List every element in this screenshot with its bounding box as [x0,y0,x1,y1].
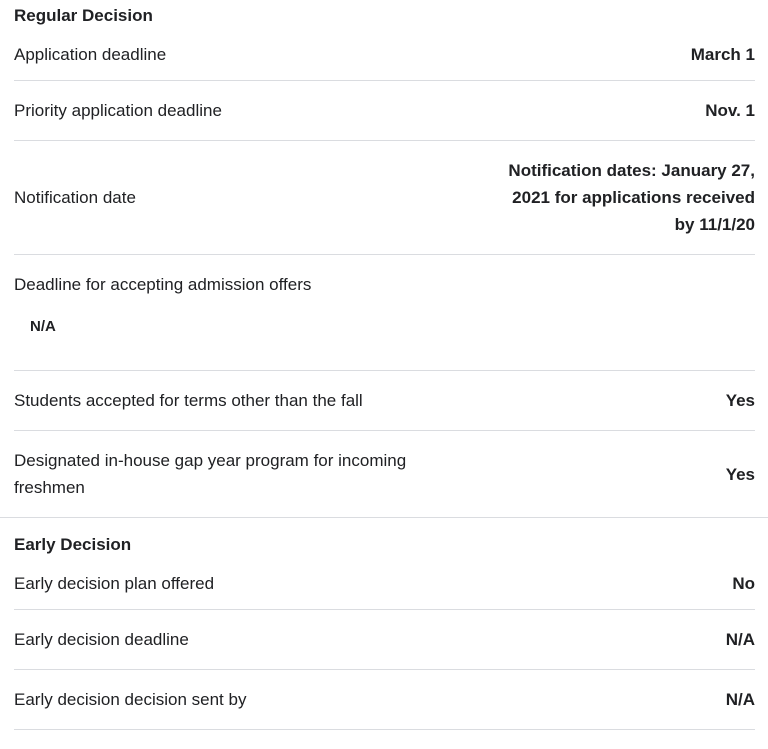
row-application-deadline [14,28,755,81]
label-early-deadline: Early decision deadline [14,630,189,649]
label-notification-date: Notification date [14,188,136,207]
row-terms-other-than-fall [14,371,755,431]
label-gap-year-line-2: freshmen [14,478,85,497]
value-early-deadline: N/A [725,630,755,649]
row-early-decision-sent [14,670,755,730]
value-gap-year-program: Yes [725,464,755,484]
label-early-decision-sent: Early decision decision sent by [14,690,247,709]
section-title-early: Early Decision [14,535,132,554]
label-priority-deadline: Priority application deadline [14,101,222,120]
label-gap-year-program [14,447,406,501]
row-early-plan-offered [14,557,755,610]
row-gap-year-program [14,431,755,517]
row-notification-date [14,141,755,255]
row-priority-deadline [14,81,755,141]
early-decision-section [0,518,768,730]
value-notification-line-3: by 11/1/20 [674,215,755,234]
label-early-plan-offered: Early decision plan offered [14,573,215,593]
value-deadline-accepting-offers: N/A [30,318,56,335]
label-deadline-accepting-offers: Deadline for accepting admission offers [14,275,312,294]
value-terms-other-than-fall: Yes [725,391,755,410]
value-notification-date [508,157,755,238]
section-title-regular: Regular Decision [14,6,153,25]
label-gap-year-line-1: Designated in-house gap year program for incoming [14,451,407,470]
label-terms-other-than-fall: Students accepted for terms other than the fall [14,391,363,410]
value-notification-line-1: Notification dates: January 27, [508,161,755,180]
value-notification-line-2: 2021 for applications received [512,188,755,207]
value-early-decision-sent: N/A [725,690,755,709]
value-early-plan-offered: No [732,573,755,593]
row-early-deadline [14,610,755,670]
value-priority-deadline: Nov. 1 [705,101,755,120]
label-application-deadline: Application deadline [14,44,167,64]
row-deadline-accepting-offers [14,255,755,371]
value-application-deadline: March 1 [690,44,755,64]
